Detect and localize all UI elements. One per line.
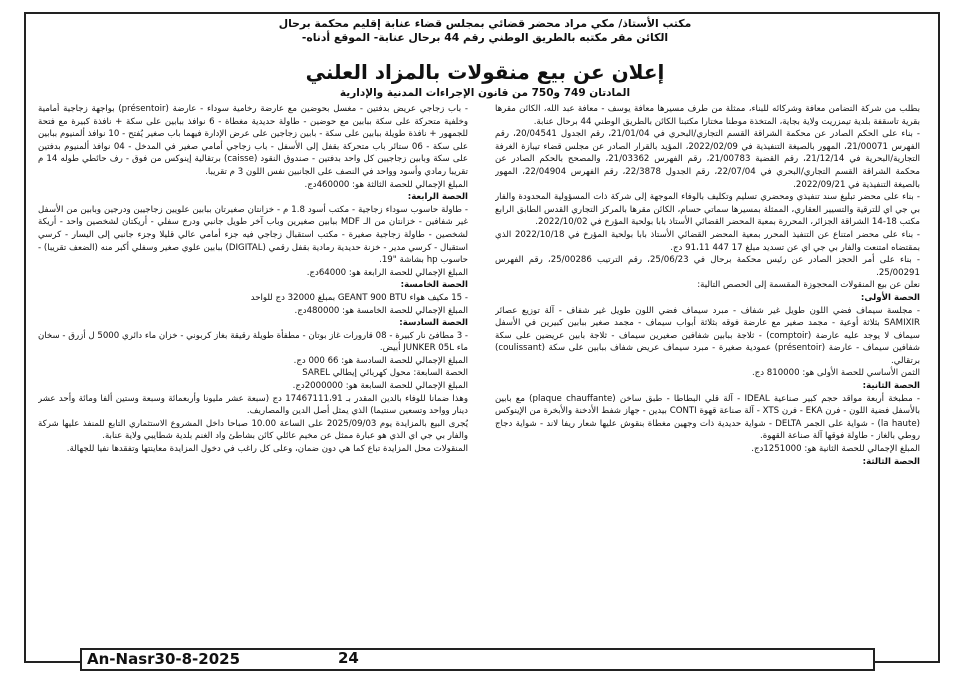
paragraph: - بناء على الحكم الصادر عن محكمة الشراقة القسم التجاري/البحري في 21/01/04، رقم الجدول 20/04541، رقم الفهرس 21/00071، المهور بالصيغة التنفيذية في 2022/02/09، المؤيد بالقرار الصادر عن مجلس قضاء تيبازة الغرفة التجارية/البحرية في 21/12/14، رقم القضية 21/00783، رقم الفهرس 21/03362، والمصحح بالحكم الصادر عن محكمة الشراقة القسم التجاري/البحري في 22/07/04، رقم الجدول 22/3878، رقم الفهرس 22/04904، المهور بالصيغة التنفيذية في 2022/09/21. xyxy=(495,129,920,190)
paragraph: المبلغ الإجمالي للحصة الخامسة هو: 480000دج. xyxy=(294,305,468,316)
paragraph: - طاولة حاسوب سوداء زجاجية - مكتب أسود 1.8 م - خزانتان صغيرتان ببابين علويين زجاجيين ودرجين وبابين من الأسفل غير شفافين - خزانتان من الـ MDF ببابين صغيرين وباب آخر طويل جانبي ودرج سفلي - أريكتان لشخصين واحد - أريكة لشخصين - طاولة زجاجية صغيرة - مكتب استقبال زجاجي فيه جزء أمامي عالي قليلا وجزء جانبي إلى اليسار - كرسي استقبال - كرسي مدير - خزنة حديدية رمادية بقفل رقمي (DIGITAL) ببابين علوي صغير وسفلي أكبر منه (الضعف تقريبا) - حاسوب hp بشاشة "19. xyxy=(38,204,468,266)
lot-heading: الحصة الثالثة: xyxy=(862,456,920,467)
paragraph: المبلغ الإجمالي للحصة الثالثة هو: 460000دج. xyxy=(304,179,468,190)
paragraph: المبلغ الإجمالي للحصة الرابعة هو: 64000دج. xyxy=(306,267,468,278)
lot-heading: الحصة السادسة: xyxy=(399,318,468,329)
legal-basis: المادتان 749 و750 من قانون الإجراءات المدنية والإدارية xyxy=(339,87,631,99)
lot-heading: الحصة الرابعة: xyxy=(407,192,468,203)
paragraph: المبلغ الإجمالي للحصة السابعة هو: 2000000دج. xyxy=(292,381,468,392)
lot-heading: الحصة الأولى: xyxy=(860,292,920,303)
paragraph: - بناء على محضر تبليغ سند تنفيذي ومحضري تسليم وتكليف بالوفاء الموجهة إلى شركة ذات المسؤولية المحدودة والفار بي جي اي للترقية والتسيير العقاري، الممثلة بمسيرها سماتي حسام، الكائن مقرها بالمركز التجاري القدس الطابق الرابع مكتب 18-14 الشراقة الجزائر، المحررة بمعية المحضر القضائي الأستاذ بابا بولحية المؤرخ في 2022/10/02. xyxy=(495,192,920,228)
paragraph: نعلن عن بيع المنقولات المحجوزة المقسمة إلى الحصص التالية: xyxy=(697,280,920,291)
paragraph: - مطبخة أربعة مواقد حجم كبير صناعية IDEAL - آلة قلي البطاطا - طبق ساخن (plaque chauffante) مع بابين بالأسفل فضية اللون - فرن EKA - فرن XTS - آلة صناعة قهوة CONTI بيدين - جهاز شفط الأدخنة والأبخرة من الإينوكس (la haute) - شواية على الجمر DELTA - شواية حديدية ذات وجهين مغطاة بنقوش عليها شعار ريفا لاند - شواية دجاج روطي بالغاز - طاولة فوقها آلة صناعة القهوة. xyxy=(495,393,920,442)
paragraph: يُجرى البيع بالمزايدة يوم 2025/09/03 على الساعة 10.00 صباحا داخل المشروع الاستثماري التابع للمنفذ عليها شركة والفار بي جي اي الذي هو عبارة ممثل عن مخيم عائلي كائن بشاطئ واد الغنم بلدية شطايبي ولاية عنابة. xyxy=(38,418,468,442)
header-line-1: مكتب الأستاذ/ مكي مراد محضر قضائي بمجلس قضاء عنابة إقليم محكمة برحال xyxy=(278,17,692,30)
paragraph: - مجلسة سيماف فضي اللون طويل غير شفاف - مبرد سيماف فضي اللون طويل غير شفاف - آلة توزيع عصائر SAMIXIR بثلاثة أوعية - مجمد صغير مع عارضة فوقه بثلاثة أبواب سيماف - مجمد صغير ببابين كبيرين في الأسفل سيماف لا يوجد عليه عارضة (comptoir) - ثلاجة ببابين شفافين صغيرين سيماف - ثلاجة بابين عريضين على سكة شفافين سيماف - عارضة (présentoir) عمودية صغيرة - مبرد سيماف عريض شفاف ببابين على سكة (coulissant) برتقالي. xyxy=(495,305,920,366)
paragraph: المبلغ الإجمالي للحصة الثانية هو: 1251000دج. xyxy=(751,444,920,455)
paragraph: بطلب من شركة التضامن معافة وشركائه للبناء، ممثلة من طرف مسيرها معافة يوسف - معافة عبد الله، الكائن مقرها بقرية تاسقفة بلدية تيمزريت ولاية بجاية، المتخذة موطنا مختارا مكتبنا الكائن بالطريق الوطني 44 برحال عنابة. xyxy=(495,104,920,127)
paragraph: - بناء على أمر الحجز الصادر عن رئيس محكمة برحال في 25/06/23، رقم الترتيب 25/00286، رقم الفهرس 25/00291. xyxy=(495,255,920,278)
paragraph: الثمن الأساسي للحصة الأولى هو: 810000 دج. xyxy=(751,368,920,379)
paragraph: وهذا ضمانا للوفاء بالدين المقدر بـ 17467111،91 دج (سبعة عشر مليونا وأربعمائة وسبعة وستين ألفا ومائة وأحد عشر دينار وواحد وتسعين سنتيما) الذي يمثل أصل الدين والمصاريف. xyxy=(38,393,468,417)
lot-heading: الحصة الثانية: xyxy=(862,381,920,392)
announcement-title: إعلان عن بيع منقولات بالمزاد العلني xyxy=(305,60,665,84)
paragraph: المبلغ الإجمالي للحصة السادسة هو: 66 000 دج. xyxy=(293,355,468,366)
page-number: 24 xyxy=(338,649,359,667)
paragraph: المنقولات محل المزايدة تباع كما هي دون ضمان، وعلى كل راغب في دخول المزايدة معاينتها وتفقدها نفيا للجهالة. xyxy=(66,444,468,455)
lot-heading: الحصة الخامسة: xyxy=(400,280,468,291)
newspaper-name-date: An-Nasr30-8-2025 xyxy=(87,650,241,668)
header-line-2: الكائن مقر مكتبه بالطريق الوطني رقم 44 برحال عنابة- الموقع أدناه- xyxy=(301,31,669,44)
paragraph: - 3 مطافئ نار كبيرة - 08 قارورات غاز بوتان - مطفأة طويلة رقيقة بغاز كربوني - خزان ماء دائري 5000 ل أزرق - سخان ماء JUNKER 05L أبيض. xyxy=(38,330,468,354)
right-column xyxy=(495,103,920,643)
paragraph: - باب زجاجي عريض بدفتين - مغسل بحوضين مع عارضة رخامية سوداء - عارضة (présentoir) بواجهة زجاجية أمامية وخلفية متحركة على سكة ببابين مع حوضين - طاولة حديدية مغطاة - 6 نوافذ ببابين على سكة + نافذة كبيرة مع فتحة للجمهور + نافذة طويلة ببابين على سكة - بابين زجاجين على عرض الإدارة فيهما باب صغير يُفتح - 10 نوافذ ألمنيوم ببابين على سكة - 06 ستائر باب متحركة بقفل إلى الأسفل - باب زجاجي أمامي صغير في المدخل - 04 نوافذ ألمنيوم بدفتين على سكة وبابين زجاجيين كل واحد بدفتين - صندوق النقود (caisse) برتقالية إينوكس من فوق - رف حائطي طوله 14 م تقريبا رمادي وأسود وواحد في النصف على الجانبين نفس اللون 3 م تقريبا. xyxy=(38,104,468,177)
paragraph: - بناء على محضر امتناع عن التنفيذ المحرر بمعية المحضر القضائي الأستاذ بابا بولحية المؤرخ في 2022/10/18 الذي بمقتضاه امتنعت والفار بي جي اي عن تسديد مبلغ 17 447 91،11 دج. xyxy=(495,229,920,253)
paragraph: الحصة السابعة: محول كهربائي إيطالي SAREL xyxy=(302,368,468,379)
bailiff-header xyxy=(30,17,940,45)
left-column xyxy=(38,103,468,643)
paragraph: - 15 مكيف هواء GEANT 900 BTU بمبلغ 32000 دج للواحد xyxy=(250,292,468,303)
